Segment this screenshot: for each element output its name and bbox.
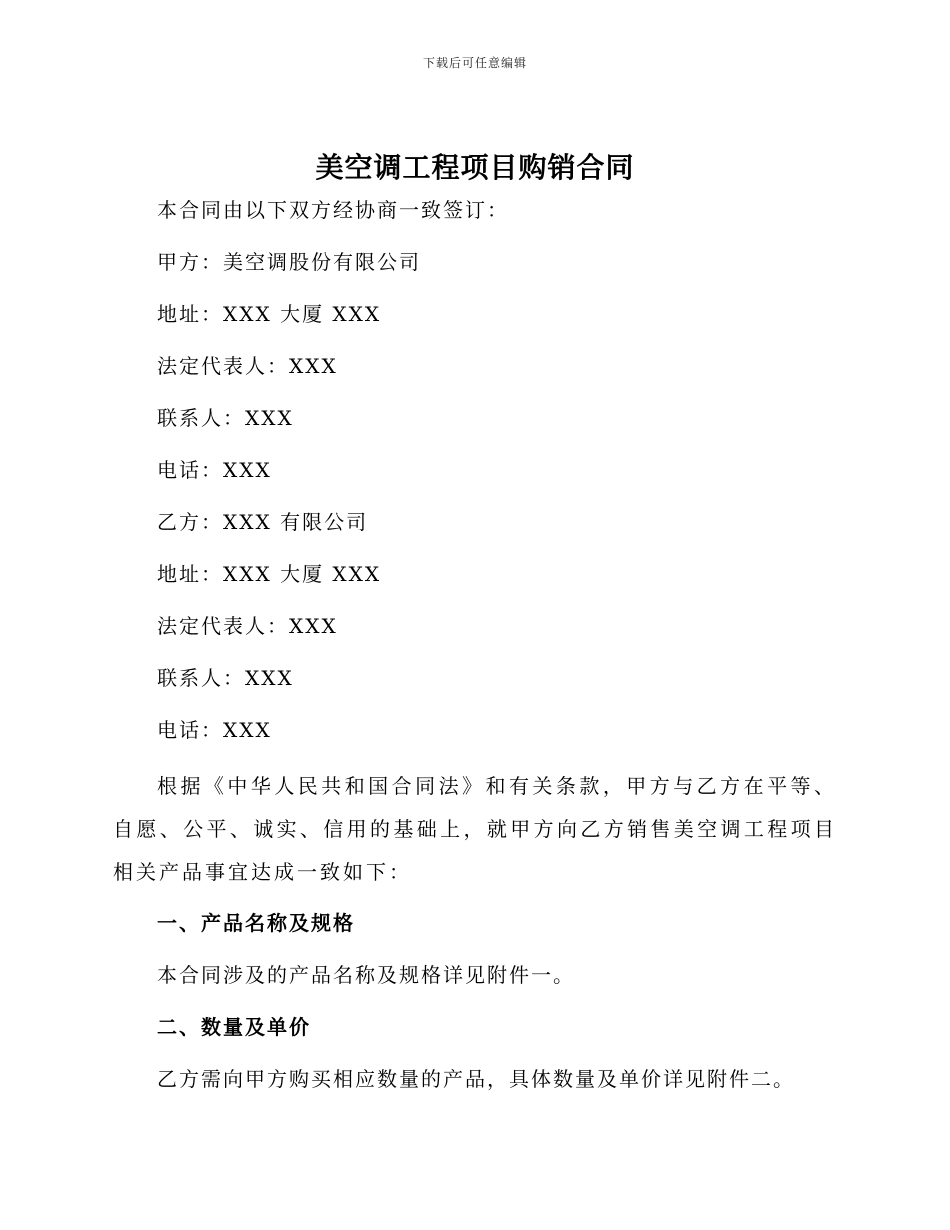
party-b-name: 乙方：XXX 有限公司 — [157, 510, 369, 534]
contract-body — [113, 190, 837, 1111]
party-a-name: 甲方：美空调股份有限公司 — [157, 250, 421, 274]
document-title: 美空调工程项目购销合同 — [315, 151, 635, 184]
party-b-contact: 联系人：XXX — [157, 666, 294, 690]
preamble-paragraph: 根据《中华人民共和国合同法》和有关条款，甲方与乙方在平等、自愿、公平、诚实、信用的基础上，就甲方向乙方销售美空调工程项目相关产品事宜达成一致如下： — [113, 774, 837, 884]
party-b-address: 地址：XXX 大厦 XXX — [157, 562, 382, 586]
party-a-phone: 电话：XXX — [157, 458, 272, 482]
party-a-address: 地址：XXX 大厦 XXX — [157, 302, 382, 326]
party-a-legal-rep: 法定代表人：XXX — [157, 354, 338, 378]
section-content: 本合同涉及的产品名称及规格详见附件一。 — [157, 963, 575, 987]
party-a-contact: 联系人：XXX — [157, 406, 294, 430]
party-b-phone: 电话：XXX — [157, 718, 272, 742]
section-heading: 一、产品名称及规格 — [157, 911, 355, 935]
section-heading: 二、数量及单价 — [157, 1015, 311, 1039]
header-note: 下载后可任意编辑 — [422, 56, 527, 70]
intro-text: 本合同由以下双方经协商一致签订： — [157, 198, 509, 222]
party-b-legal-rep: 法定代表人：XXX — [157, 614, 338, 638]
section-content: 乙方需向甲方购买相应数量的产品，具体数量及单价详见附件二。 — [157, 1067, 795, 1091]
